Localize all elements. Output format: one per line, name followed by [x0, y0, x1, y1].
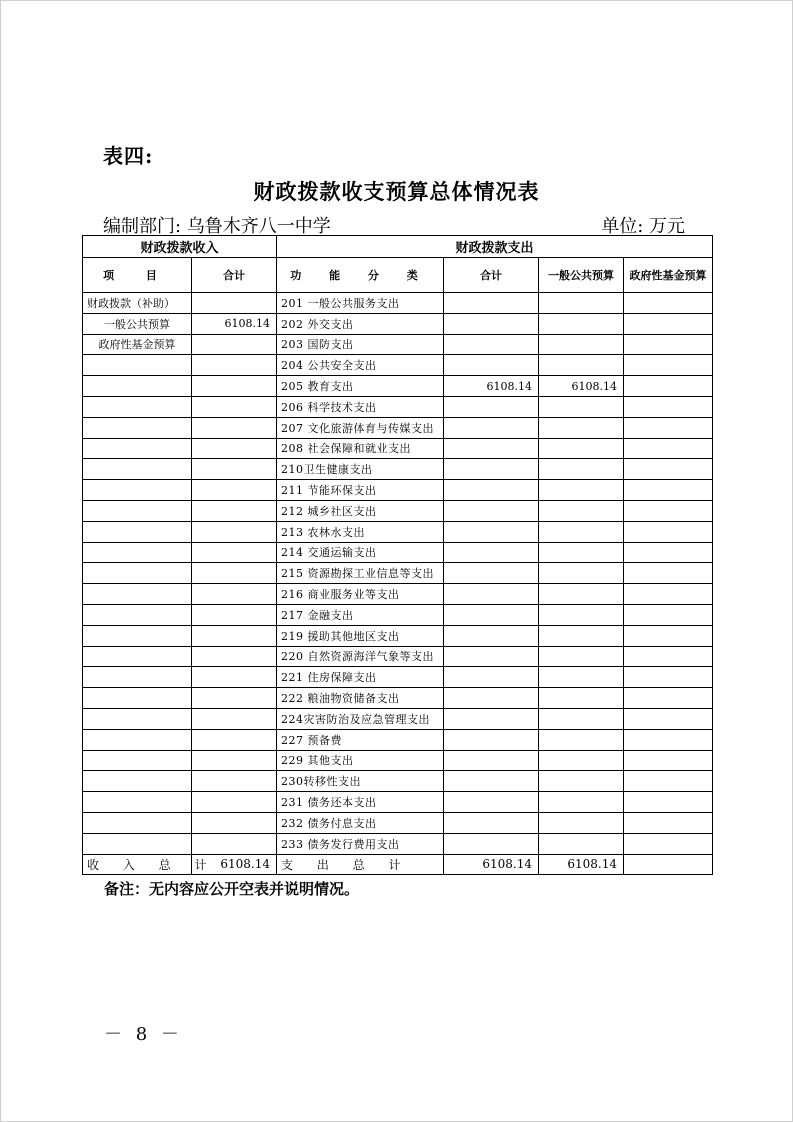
table-row [83, 459, 713, 480]
function-class-cell: 206 科学技术支出 [277, 396, 444, 417]
income-total-label: 收 入 总 计 [83, 854, 192, 874]
col-header-general-budget: 一般公共预算 [539, 258, 624, 293]
budget-table [82, 235, 713, 875]
table-row [83, 729, 713, 750]
fund-budget-cell [624, 584, 713, 605]
col-header-fund-budget: 政府性基金预算 [624, 258, 713, 293]
general-budget-cell [539, 812, 624, 833]
expense-total-cell [444, 625, 539, 646]
function-class-cell: 201 一般公共服务支出 [277, 293, 444, 314]
expense-total-cell [444, 542, 539, 563]
general-budget-cell: 6108.14 [539, 376, 624, 397]
income-total-cell: 6108.14 [192, 313, 277, 334]
expense-total-cell [444, 771, 539, 792]
income-group-header: 财政拨款收入 [83, 236, 277, 258]
fund-budget-cell [624, 334, 713, 355]
income-total-cell [192, 708, 277, 729]
expense-group-header: 财政拨款支出 [277, 236, 713, 258]
general-budget-cell [539, 688, 624, 709]
general-budget-cell [539, 750, 624, 771]
expense-total-cell [444, 563, 539, 584]
col-header-total2: 合计 [444, 258, 539, 293]
income-item-cell [83, 355, 192, 376]
income-total-cell [192, 355, 277, 376]
function-class-cell: 212 城乡社区支出 [277, 500, 444, 521]
income-item-cell [83, 500, 192, 521]
fund-budget-cell [624, 521, 713, 542]
table-row [83, 376, 713, 397]
fund-budget-cell [624, 708, 713, 729]
table-row [83, 688, 713, 709]
general-budget-cell [539, 500, 624, 521]
function-class-cell: 220 自然资源海洋气象等支出 [277, 646, 444, 667]
expense-total-cell [444, 729, 539, 750]
expense-total-cell [444, 480, 539, 501]
expense-total-cell [444, 521, 539, 542]
column-header-row [83, 258, 713, 293]
general-budget-cell [539, 334, 624, 355]
income-item-cell [83, 584, 192, 605]
general-budget-cell [539, 604, 624, 625]
function-class-cell: 233 债务发行费用支出 [277, 833, 444, 854]
income-item-cell [83, 750, 192, 771]
fund-budget-cell [624, 396, 713, 417]
fund-budget-cell [624, 417, 713, 438]
fund-budget-cell [624, 542, 713, 563]
income-total-cell [192, 459, 277, 480]
fund-budget-cell [624, 750, 713, 771]
table-row [83, 792, 713, 813]
expense-total-cell [444, 355, 539, 376]
fund-budget-cell [624, 500, 713, 521]
table-row [83, 584, 713, 605]
fund-budget-cell [624, 833, 713, 854]
income-total-value: 6108.14 [192, 854, 277, 874]
function-class-cell: 203 国防支出 [277, 334, 444, 355]
fund-budget-cell [624, 355, 713, 376]
income-total-cell [192, 833, 277, 854]
income-total-cell [192, 729, 277, 750]
income-item-cell [83, 376, 192, 397]
income-total-cell [192, 396, 277, 417]
income-item-cell [83, 625, 192, 646]
income-total-cell [192, 563, 277, 584]
general-budget-cell [539, 833, 624, 854]
income-item-cell [83, 480, 192, 501]
fund-budget-cell [624, 646, 713, 667]
table-row [83, 646, 713, 667]
expense-total-cell [444, 646, 539, 667]
fund-budget-cell [624, 729, 713, 750]
general-budget-cell [539, 293, 624, 314]
function-class-cell: 211 节能环保支出 [277, 480, 444, 501]
expense-total-cell [444, 334, 539, 355]
income-total-cell [192, 646, 277, 667]
general-budget-cell [539, 667, 624, 688]
expense-total-cell [444, 459, 539, 480]
income-total-cell [192, 334, 277, 355]
income-item-cell [83, 708, 192, 729]
income-item-cell [83, 521, 192, 542]
function-class-cell: 213 农林水支出 [277, 521, 444, 542]
income-item-cell [83, 688, 192, 709]
fund-budget-cell [624, 667, 713, 688]
table-row [83, 500, 713, 521]
expense-total-label: 支 出 总 计 [277, 854, 444, 874]
general-budget-cell [539, 771, 624, 792]
page-number: － 8 － [104, 1024, 183, 1045]
expense-total-cell [444, 812, 539, 833]
fund-budget-cell [624, 812, 713, 833]
col-header-total: 合计 [192, 258, 277, 293]
income-total-cell [192, 542, 277, 563]
income-item-cell [83, 792, 192, 813]
expense-total-cell [444, 438, 539, 459]
income-total-cell [192, 688, 277, 709]
table-row [83, 396, 713, 417]
table-row [83, 438, 713, 459]
function-class-cell: 217 金融支出 [277, 604, 444, 625]
table-row [83, 833, 713, 854]
income-item-cell: 一般公共预算 [83, 313, 192, 334]
income-item-cell [83, 812, 192, 833]
table-row [83, 334, 713, 355]
fund-budget-cell [624, 376, 713, 397]
footnote: 备注：无内容应公开空表并说明情况。 [104, 880, 360, 898]
table-row [83, 521, 713, 542]
col-header-function: 功 能 分 类 [277, 258, 444, 293]
income-item-cell [83, 771, 192, 792]
fund-budget-cell [624, 293, 713, 314]
table-row [83, 542, 713, 563]
function-class-cell: 208 社会保障和就业支出 [277, 438, 444, 459]
function-class-cell: 202 外交支出 [277, 313, 444, 334]
table-row [83, 708, 713, 729]
table-row [83, 771, 713, 792]
income-total-cell [192, 625, 277, 646]
income-total-cell [192, 480, 277, 501]
income-total-cell [192, 500, 277, 521]
income-item-cell [83, 542, 192, 563]
group-header-row [83, 236, 713, 258]
income-item-cell [83, 563, 192, 584]
table-row [83, 480, 713, 501]
fund-budget-cell [624, 792, 713, 813]
general-budget-cell [539, 480, 624, 501]
expense-total-cell [444, 667, 539, 688]
income-total-cell [192, 604, 277, 625]
income-item-cell: 政府性基金预算 [83, 334, 192, 355]
expense-total-cell [444, 417, 539, 438]
general-budget-cell [539, 417, 624, 438]
table-row [83, 417, 713, 438]
total-row [83, 854, 713, 874]
table-row [83, 563, 713, 584]
fund-budget-cell [624, 625, 713, 646]
function-class-cell: 204 公共安全支出 [277, 355, 444, 376]
income-item-cell [83, 438, 192, 459]
fund-budget-cell [624, 771, 713, 792]
income-total-cell [192, 792, 277, 813]
income-total-cell [192, 750, 277, 771]
function-class-cell: 224灾害防治及应急管理支出 [277, 708, 444, 729]
expense-total-cell [444, 688, 539, 709]
function-class-cell: 207 文化旅游体育与传媒支出 [277, 417, 444, 438]
income-item-cell [83, 729, 192, 750]
income-total-cell [192, 812, 277, 833]
income-total-cell [192, 667, 277, 688]
general-budget-cell [539, 563, 624, 584]
table-row [83, 667, 713, 688]
function-class-cell: 232 债务付息支出 [277, 812, 444, 833]
general-budget-cell [539, 313, 624, 334]
function-class-cell: 222 粮油物资储备支出 [277, 688, 444, 709]
income-total-cell [192, 438, 277, 459]
table-row [83, 750, 713, 771]
fund-budget-cell [624, 563, 713, 584]
expense-total-cell [444, 750, 539, 771]
general-budget-cell [539, 438, 624, 459]
table-row [83, 812, 713, 833]
income-item-cell [83, 833, 192, 854]
function-class-cell: 231 债务还本支出 [277, 792, 444, 813]
unit-label: 单位: 万元 [601, 216, 685, 237]
income-total-cell [192, 293, 277, 314]
general-budget-cell [539, 521, 624, 542]
table-body [83, 293, 713, 855]
expense-total-cell [444, 313, 539, 334]
fund-budget-cell [624, 438, 713, 459]
expense-total-cell [444, 792, 539, 813]
function-class-cell: 216 商业服务业等支出 [277, 584, 444, 605]
general-budget-cell [539, 584, 624, 605]
table-row [83, 625, 713, 646]
expense-total-cell [444, 584, 539, 605]
income-item-cell [83, 604, 192, 625]
general-budget-cell [539, 708, 624, 729]
income-item-cell [83, 667, 192, 688]
income-item-cell [83, 459, 192, 480]
general-budget-cell [539, 625, 624, 646]
general-budget-cell [539, 646, 624, 667]
table-row [83, 293, 713, 314]
expense-total-cell [444, 833, 539, 854]
function-class-cell: 205 教育支出 [277, 376, 444, 397]
function-class-cell: 215 资源勘探工业信息等支出 [277, 563, 444, 584]
general-budget-cell [539, 542, 624, 563]
fund-budget-cell [624, 604, 713, 625]
function-class-cell: 214 交通运输支出 [277, 542, 444, 563]
expense-fund-total-value [624, 854, 713, 874]
general-budget-cell [539, 792, 624, 813]
table-row [83, 313, 713, 334]
income-total-cell [192, 771, 277, 792]
expense-general-total-value: 6108.14 [539, 854, 624, 874]
table-row [83, 604, 713, 625]
income-total-cell [192, 417, 277, 438]
expense-total-cell: 6108.14 [444, 376, 539, 397]
function-class-cell: 210卫生健康支出 [277, 459, 444, 480]
income-total-cell [192, 521, 277, 542]
income-item-cell: 财政拨款（补助） [83, 293, 192, 314]
fund-budget-cell [624, 459, 713, 480]
general-budget-cell [539, 355, 624, 376]
general-budget-cell [539, 729, 624, 750]
department-label: 编制部门: 乌鲁木齐八一中学 [103, 216, 331, 237]
fund-budget-cell [624, 480, 713, 501]
expense-total-cell [444, 500, 539, 521]
page-title: 财政拨款收支预算总体情况表 [253, 179, 540, 204]
function-class-cell: 221 住房保障支出 [277, 667, 444, 688]
function-class-cell: 230转移性支出 [277, 771, 444, 792]
function-class-cell: 227 预备费 [277, 729, 444, 750]
table-row [83, 355, 713, 376]
fund-budget-cell [624, 688, 713, 709]
function-class-cell: 229 其他支出 [277, 750, 444, 771]
table-number-label: 表四: [103, 144, 154, 168]
income-item-cell [83, 646, 192, 667]
income-item-cell [83, 417, 192, 438]
expense-total-cell [444, 396, 539, 417]
function-class-cell: 219 援助其他地区支出 [277, 625, 444, 646]
income-total-cell [192, 376, 277, 397]
expense-total-value: 6108.14 [444, 854, 539, 874]
general-budget-cell [539, 396, 624, 417]
expense-total-cell [444, 708, 539, 729]
col-header-item: 项 目 [83, 258, 192, 293]
general-budget-cell [539, 459, 624, 480]
expense-total-cell [444, 293, 539, 314]
income-total-cell [192, 584, 277, 605]
fund-budget-cell [624, 313, 713, 334]
income-item-cell [83, 396, 192, 417]
expense-total-cell [444, 604, 539, 625]
